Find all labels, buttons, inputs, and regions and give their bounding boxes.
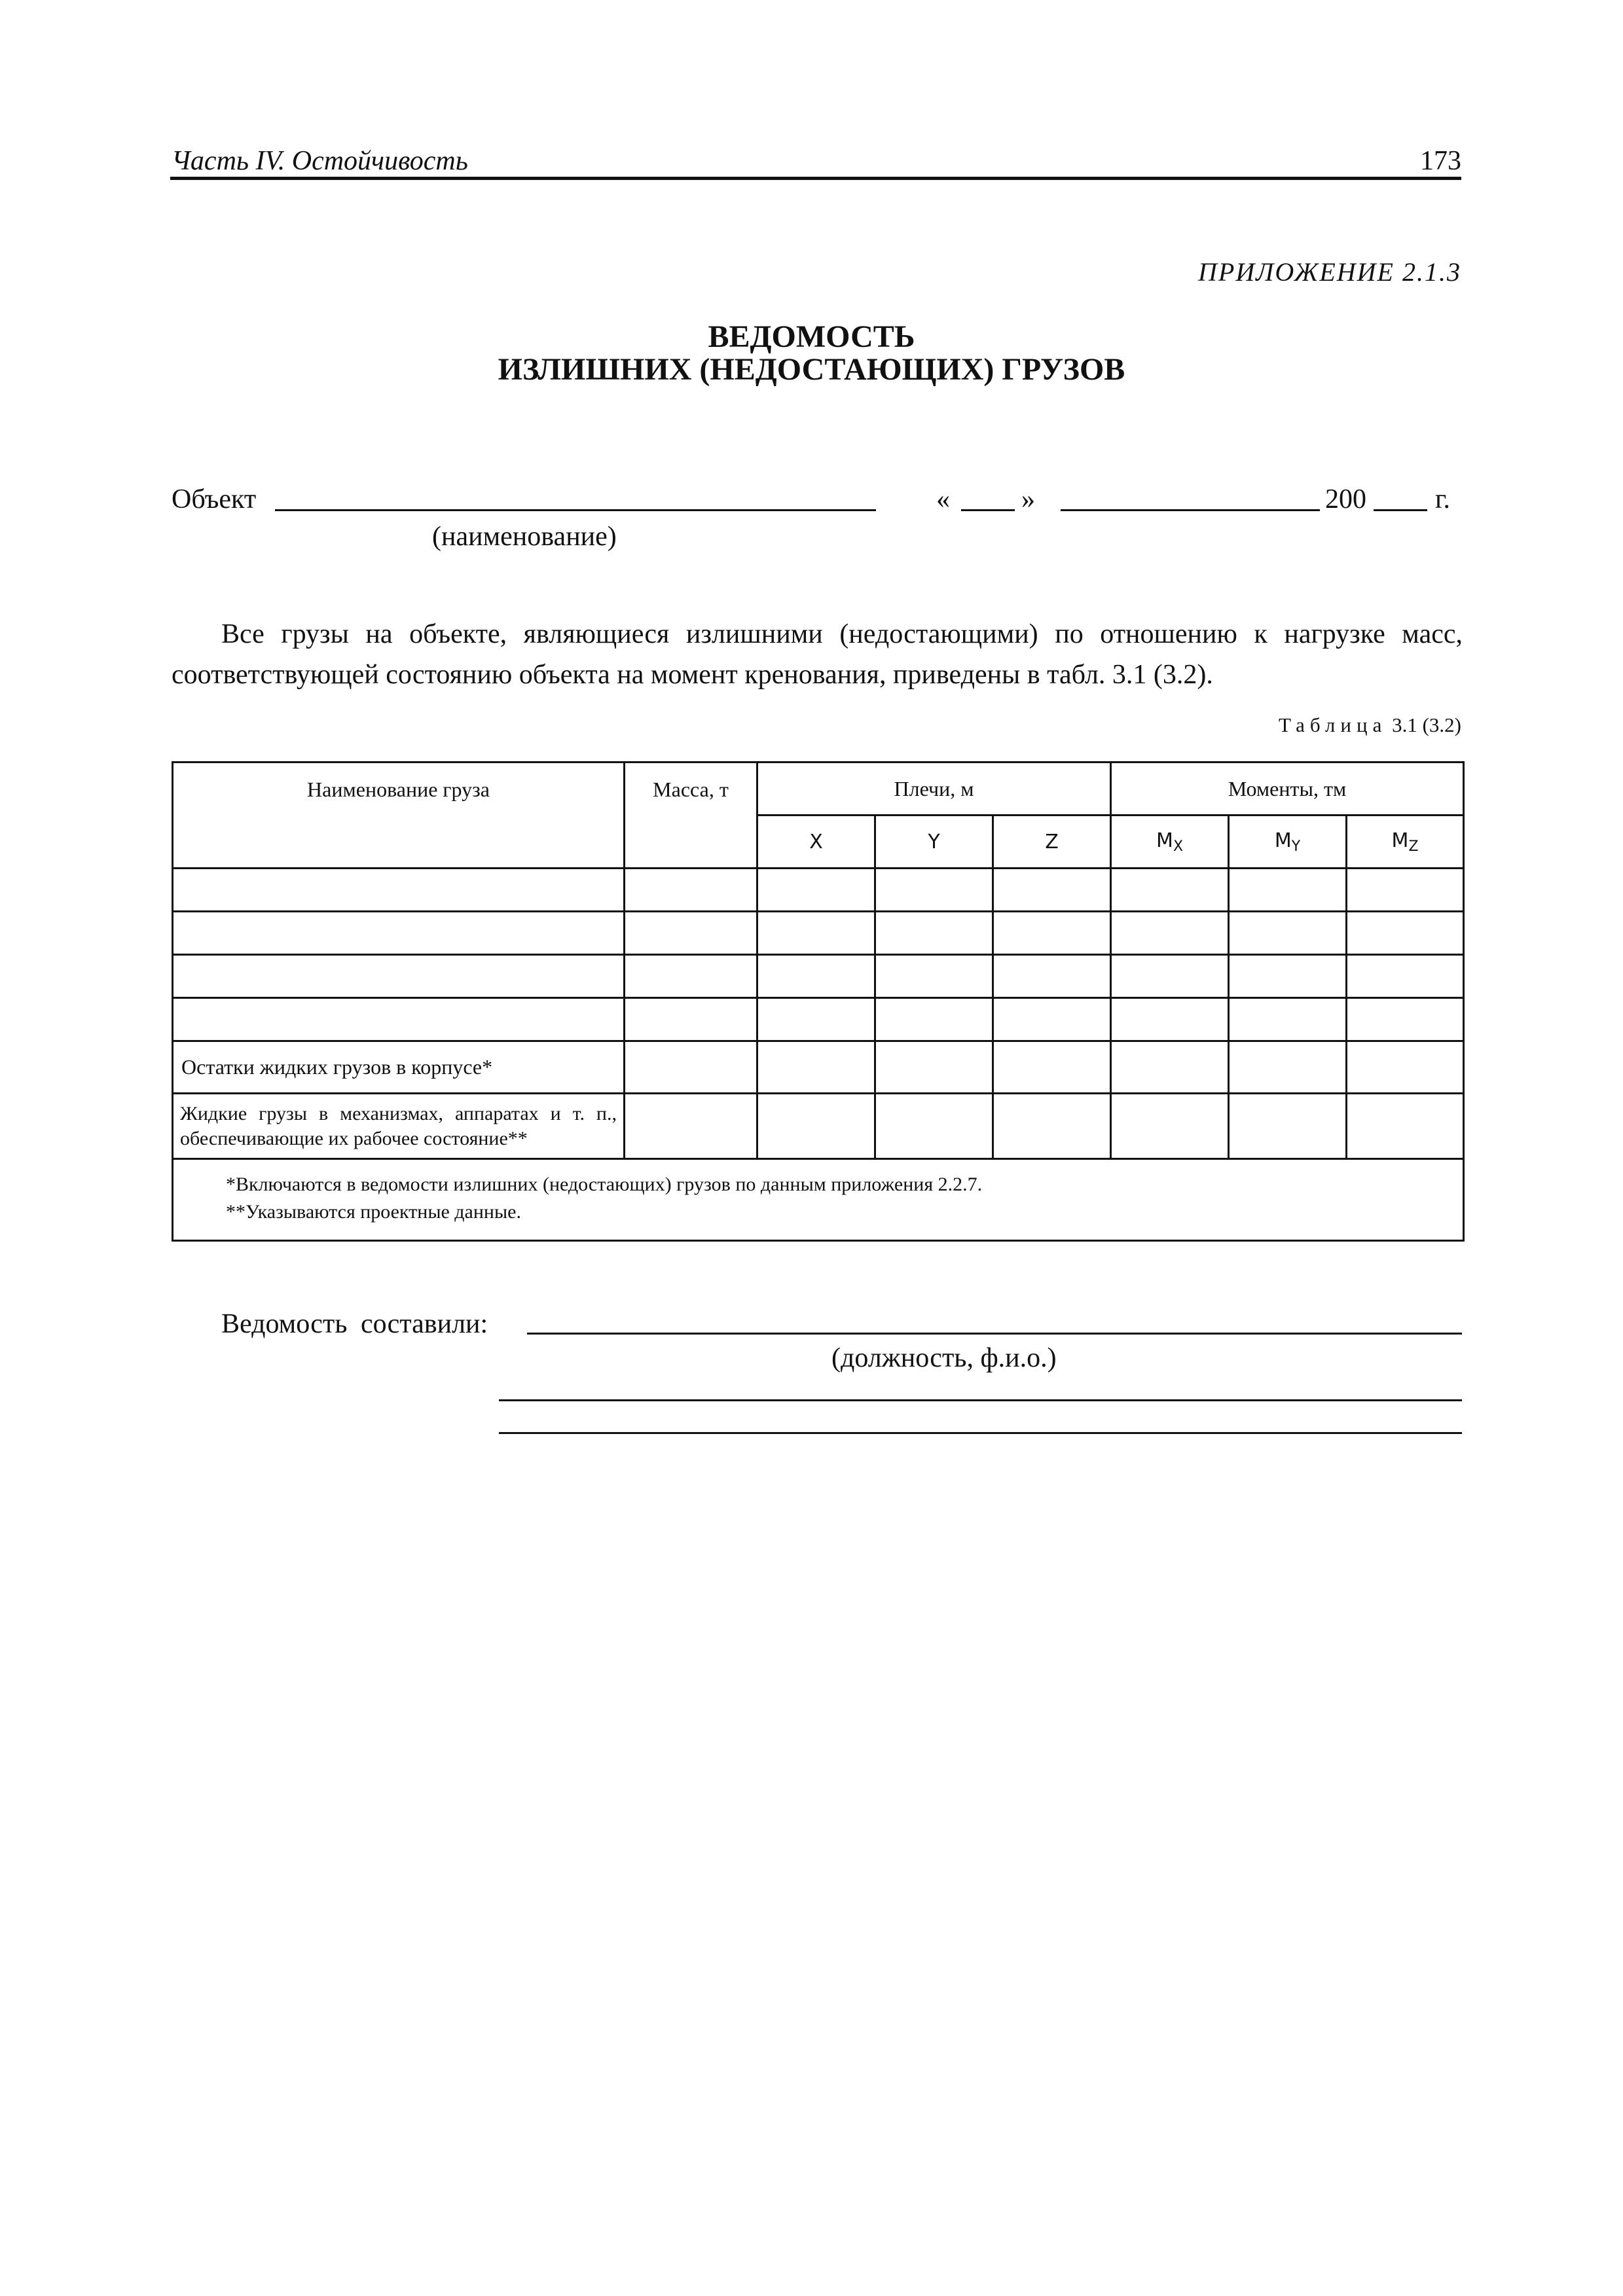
footnote-1: *Включаются в ведомости излишних (недостающих) грузов по данным приложения 2.2.7. [226, 1174, 983, 1195]
table-cell [1229, 1094, 1347, 1159]
object-name-field [275, 509, 876, 511]
table-footnotes-row [173, 1159, 1464, 1241]
table-cell [993, 998, 1111, 1041]
header-moment-x [1111, 816, 1229, 869]
signature-field-2 [499, 1399, 1462, 1401]
header-arm-y: Y [875, 816, 993, 869]
row-label-residual-liquids: Остатки жидких грузов в корпусе* [173, 1041, 625, 1094]
table-cell [625, 1094, 757, 1159]
table-row-mechanism-liquids [173, 1094, 1464, 1159]
cargo-table [172, 761, 1465, 1242]
moment-x-base: M [1156, 829, 1173, 852]
signature-field-1 [527, 1333, 1462, 1335]
header-moment-z [1347, 816, 1464, 869]
moment-y-sub: Y [1291, 838, 1301, 855]
page-number: 173 [1420, 146, 1461, 176]
header-arm-x: X [757, 816, 875, 869]
table-cell [757, 1094, 875, 1159]
date-month-field [1061, 509, 1320, 511]
table-cell [993, 912, 1111, 955]
table-cell [757, 1041, 875, 1094]
date-year-prefix: 200 [1325, 484, 1366, 514]
table-cell [993, 869, 1111, 912]
table-cell [1347, 1041, 1464, 1094]
table-cell [757, 955, 875, 998]
document-title-line1: ВЕДОМОСТЬ [708, 319, 915, 354]
table-cell [625, 912, 757, 955]
table-cell [993, 955, 1111, 998]
table-cell [875, 1041, 993, 1094]
document-title-line2: ИЗЛИШНИХ (НЕДОСТАЮЩИХ) ГРУЗОВ [498, 352, 1125, 387]
table-cell [757, 912, 875, 955]
signature-label: Ведомость составили: [221, 1309, 488, 1339]
table-cell [1347, 955, 1464, 998]
table-cell [1347, 1094, 1464, 1159]
date-quote-close: » [1021, 484, 1035, 514]
date-year-field [1374, 509, 1427, 511]
date-quote-open: « [936, 484, 950, 514]
table-cell [1111, 998, 1229, 1041]
header-mass: Масса, т [625, 762, 757, 869]
table-cell [875, 869, 993, 912]
date-year-suffix: г. [1435, 484, 1450, 514]
table-cell [1111, 955, 1229, 998]
header-arms: Плечи, м [757, 762, 1111, 816]
table-caption-word: Таблица [1279, 713, 1387, 736]
table-row-residual-liquids [173, 1041, 1464, 1094]
table-cell [875, 1094, 993, 1159]
date-day-field [961, 509, 1015, 511]
header-moments: Моменты, тм [1111, 762, 1464, 816]
table-row [173, 955, 1464, 998]
header-moment-y [1229, 816, 1347, 869]
table-caption [1279, 713, 1461, 737]
table-cell [173, 998, 625, 1041]
running-header-section: Часть IV. Остойчивость [172, 146, 468, 176]
table-cell [1229, 955, 1347, 998]
object-label: Объект [172, 484, 257, 514]
table-cell [875, 955, 993, 998]
table-cell [625, 955, 757, 998]
table-footnotes [173, 1159, 1464, 1241]
table-cell [1229, 1041, 1347, 1094]
table-cell [625, 1041, 757, 1094]
table-cell [1111, 1094, 1229, 1159]
table-caption-number: 3.1 (3.2) [1392, 713, 1461, 736]
moment-z-base: M [1391, 829, 1409, 852]
table-cell [625, 998, 757, 1041]
table-cell [1229, 869, 1347, 912]
table-cell [1229, 912, 1347, 955]
signature-caption: (должность, ф.и.о.) [831, 1343, 1057, 1373]
table-cell [173, 869, 625, 912]
table-cell [1111, 912, 1229, 955]
table-cell [1111, 1041, 1229, 1094]
table-cell [173, 912, 625, 955]
signature-field-3 [499, 1432, 1462, 1434]
object-name-caption: (наименование) [432, 522, 617, 552]
header-rule [170, 177, 1461, 180]
table-row [173, 869, 1464, 912]
moment-x-sub: X [1173, 838, 1184, 855]
appendix-label: ПРИЛОЖЕНИЕ 2.1.3 [1198, 257, 1461, 287]
moment-z-sub: Z [1408, 838, 1419, 855]
table-cell [875, 912, 993, 955]
row-label-mechanism-liquids: Жидкие грузы в механизмах, аппаратах и т. п., обеспечивающие их рабочее состояние** [173, 1094, 625, 1159]
table-cell [993, 1094, 1111, 1159]
intro-paragraph: Все грузы на объекте, являющиеся излишними (недостающими) по отношению к нагрузке масс, соответствующей состоянию объекта на момент кренования, приведены в табл. 3.1 (3.2). [172, 619, 1463, 690]
table-row [173, 998, 1464, 1041]
table-cell [625, 869, 757, 912]
header-cargo-name: Наименование груза [173, 762, 625, 869]
table-cell [875, 998, 993, 1041]
table-row [173, 912, 1464, 955]
footnote-2: **Указываются проектные данные. [226, 1201, 521, 1223]
table-cell [1347, 998, 1464, 1041]
table-cell [757, 998, 875, 1041]
header-arm-z: Z [993, 816, 1111, 869]
table-cell [173, 955, 625, 998]
table-cell [1347, 869, 1464, 912]
table-cell [1229, 998, 1347, 1041]
table-cell [993, 1041, 1111, 1094]
table-cell [1111, 869, 1229, 912]
table-cell [757, 869, 875, 912]
moment-y-base: M [1274, 829, 1292, 852]
table-cell [1347, 912, 1464, 955]
